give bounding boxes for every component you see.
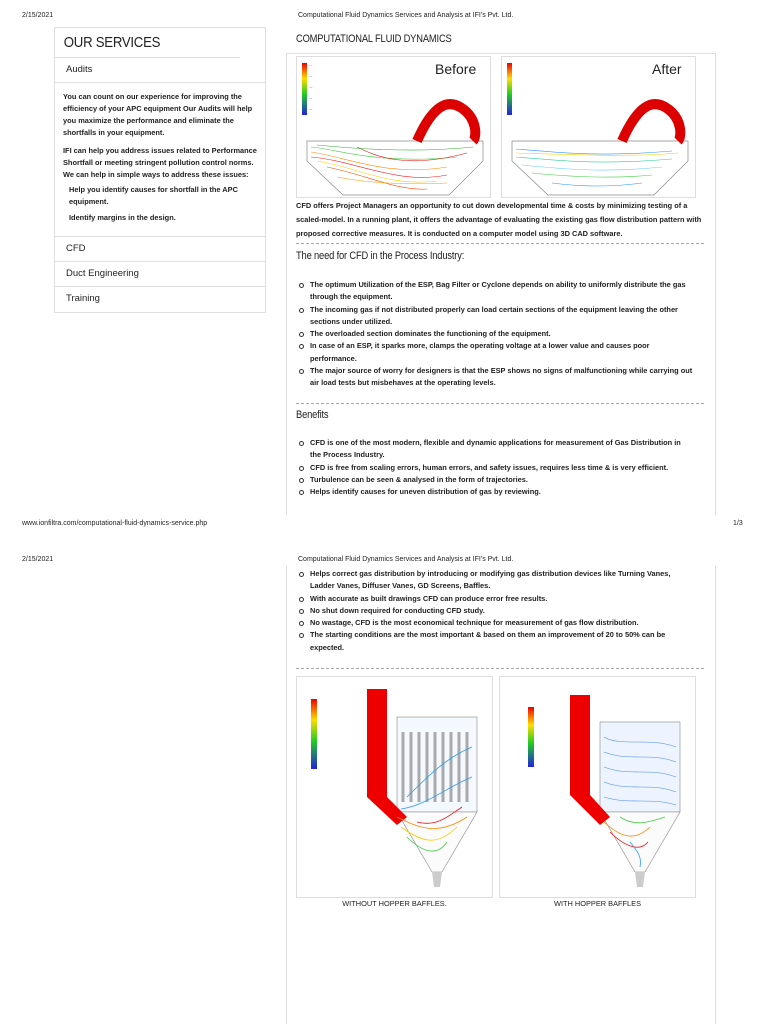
page2-date: 2/15/2021 [22,556,54,563]
caption-with-baffles: WITH HOPPER BAFFLES [553,899,642,908]
page1-doc-title: Computational Fluid Dynamics Services and Analysis at IFI's Pvt. Ltd. [298,12,514,19]
benefits-list [298,437,693,498]
list-item: The overloaded section dominates the functioning of the equipment. [298,328,693,340]
list-item: The starting conditions are the most important & based on them an improvement of 20 to 50% can be expected. [298,629,693,654]
svg-text:—: — [309,85,313,89]
sidebar-item-audits[interactable]: Audits [55,58,265,83]
audits-paragraph-2: IFI can help you address issues related to Performance Shortfall or meeting stringent pollution control norms. We can help in simple ways to address these issues: [63,146,257,179]
with-baffles-image [499,676,696,898]
sidebar-item-cfd[interactable]: CFD [55,237,265,262]
svg-text:—: — [309,74,313,78]
benefits-list-continued [298,568,693,654]
list-item: No shut down required for conducting CFD study. [298,605,693,617]
audits-sub-1: Help you identify causes for shortfall in the APC equipment. [69,185,238,206]
divider [296,243,704,244]
sidebar-title: OUR SERVICES [55,28,240,58]
svg-text:—: — [309,63,313,67]
list-item: The major source of worry for designers is that the ESP shows no signs of malfunctioning while carrying out air load tests but misbehaves at the operating levels. [298,365,693,390]
list-item: No wastage, CFD is the most economical technique for measurement of gas flow distribution. [298,617,693,629]
svg-text:—: — [309,107,313,111]
divider [296,403,704,404]
cfd-intro-text: CFD offers Project Managers an opportunity to cut down developmental time & costs by minimizing testing of a scaled-model. In a running plant, it offers the advantage of evaluating the existing gas flow distribution pattern with proposed corrective measures. It is conducted on a computer model using 3D CAD software. [296,201,702,238]
before-label: Before [435,61,477,77]
services-sidebar [54,27,266,313]
list-item: CFD is one of the most modern, flexible and dynamic applications for measurement of Gas Distribution in the Process Industry. [298,437,693,462]
page1-footer-page: 1/3 [733,520,743,527]
page1-date: 2/15/2021 [22,12,54,19]
benefits-heading: Benefits [296,409,329,421]
page2-doc-title: Computational Fluid Dynamics Services and Analysis at IFI's Pvt. Ltd. [298,556,514,563]
svg-text:—: — [309,96,313,100]
list-item: With accurate as built drawings CFD can produce error free results. [298,593,693,605]
audits-paragraph-1: You can count on our experience for improving the efficiency of your APC equipment Our Audits will help you maximize the performance and eliminate the shortfalls in your equipment. [63,92,253,137]
page1-footer-url[interactable]: www.ionfiltra.com/computational-fluid-dynamics-service.php [22,520,208,527]
list-item: In case of an ESP, it sparks more, clamps the operating voltage at a lower value and causes poor performance. [298,340,693,365]
divider [296,668,704,669]
after-cfd-image [501,56,696,198]
list-item: The incoming gas if not distributed properly can load certain sections of the equipment leaving the other sections under utilized. [298,304,693,329]
page-heading: COMPUTATIONAL FLUID DYNAMICS [296,33,452,45]
list-item: Helps identify causes for uneven distribution of gas by reviewing. [298,486,693,498]
list-item: Helps correct gas distribution by introducing or modifying gas distribution devices like Turning Vanes, Ladder Vanes, Diffuser Vanes, GD Screens, Baffles. [298,568,693,593]
list-item: Turbulence can be seen & analysed in the form of trajectories. [298,474,693,486]
need-list [298,279,693,390]
sidebar-item-training[interactable]: Training [66,293,100,304]
caption-without-baffles: WITHOUT HOPPER BAFFLES. [342,899,447,908]
audits-panel [55,83,265,237]
audits-sub-2: Identify margins in the design. [69,213,176,222]
without-baffles-image [296,676,493,898]
need-heading: The need for CFD in the Process Industry: [296,250,465,262]
after-label: After [652,61,682,77]
list-item: The optimum Utilization of the ESP, Bag Filter or Cyclone depends on ability to uniformly distribute the gas through the equipment. [298,279,693,304]
before-cfd-image [296,56,491,198]
sidebar-item-duct-engineering[interactable]: Duct Engineering [55,262,265,287]
list-item: CFD is free from scaling errors, human errors, and safety issues, requires less time & is very efficient. [298,462,693,474]
